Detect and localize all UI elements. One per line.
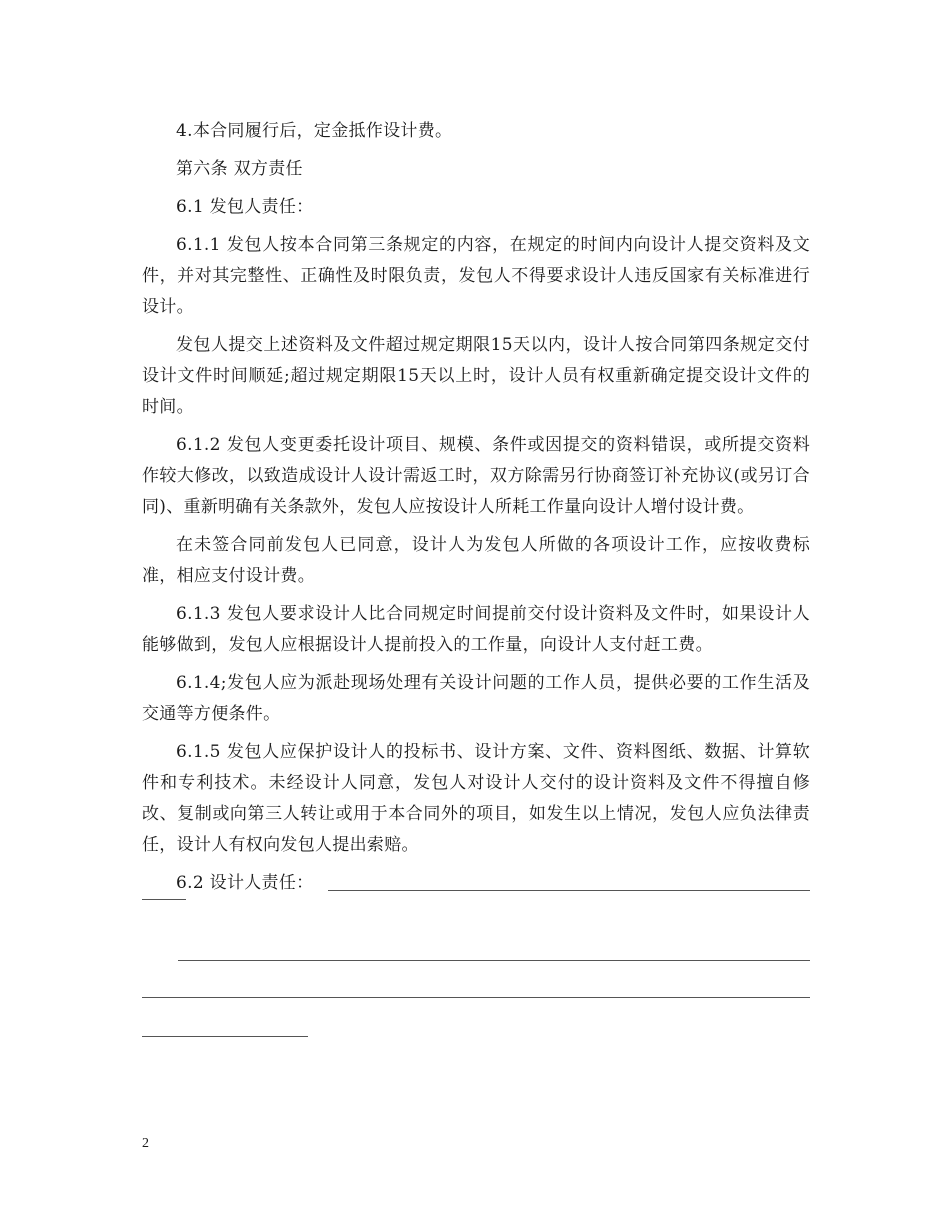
paragraph-6-1-3: 6.1.3 发包人要求设计人比合同规定时间提前交付设计资料及文件时，如果设计人能够做到，发包人应根据设计人提前投入的工作量，向设计人支付赶工费。: [142, 604, 810, 655]
paragraph-6-1-1: 6.1.1 发包人按本合同第三条规定的内容，在规定的时间内向设计人提交资料及文件，并对其完整性、正确性及时限负责，发包人不得要求设计人违反国家有关标准进行设计。: [142, 235, 810, 317]
fill-in-line: [328, 890, 810, 891]
paragraph-6-1-1-delay: 发包人提交上述资料及文件超过规定期限15天以内，设计人按合同第四条规定交付设计文件时间顺延;超过规定期限15天以上时，设计人员有权重新确定提交设计文件的时间。: [142, 335, 810, 417]
section-6-2-heading: 6.2 设计人责任：: [176, 873, 314, 893]
fill-in-line: [142, 1036, 308, 1037]
fill-in-line: [142, 899, 186, 900]
paragraph-6-1-2: 6.1.2 发包人变更委托设计项目、规模、条件或因提交的资料错误，或所提交资料作较大修改，以致造成设计人设计需返工时，双方除需另行协商签订补充协议(或另订合同)、重新明确有关条款外，发包人应按设计人所耗工作量向设计人增付设计费。: [142, 435, 810, 517]
blank-fill-area: [142, 906, 810, 1066]
article-six-heading: 第六条 双方责任: [176, 159, 303, 179]
fill-in-line: [142, 997, 810, 998]
document-body: [142, 116, 810, 1066]
page-number: 2: [142, 1136, 149, 1151]
section-6-1-heading: 6.1 发包人责任：: [176, 197, 314, 217]
paragraph-6-1-5: 6.1.5 发包人应保护设计人的投标书、设计方案、文件、资料图纸、数据、计算软件和专利技术。未经设计人同意，发包人对设计人交付的设计资料及文件不得擅自修改、复制或向第三人转让或用于本合同外的项目，如发生以上情况，发包人应负法律责任，设计人有权向发包人提出索赔。: [142, 742, 810, 855]
paragraph-deposit-offset: 4.本合同履行后，定金抵作设计费。: [176, 121, 453, 141]
fill-in-line: [178, 960, 810, 961]
section-6-2-row: [142, 868, 810, 899]
paragraph-6-1-4: 6.1.4;发包人应为派赴现场处理有关设计问题的工作人员，提供必要的工作生活及交通等方便条件。: [142, 673, 810, 724]
paragraph-6-1-2-presign: 在未签合同前发包人已同意，设计人为发包人所做的各项设计工作，应按收费标准，相应支付设计费。: [142, 535, 810, 586]
